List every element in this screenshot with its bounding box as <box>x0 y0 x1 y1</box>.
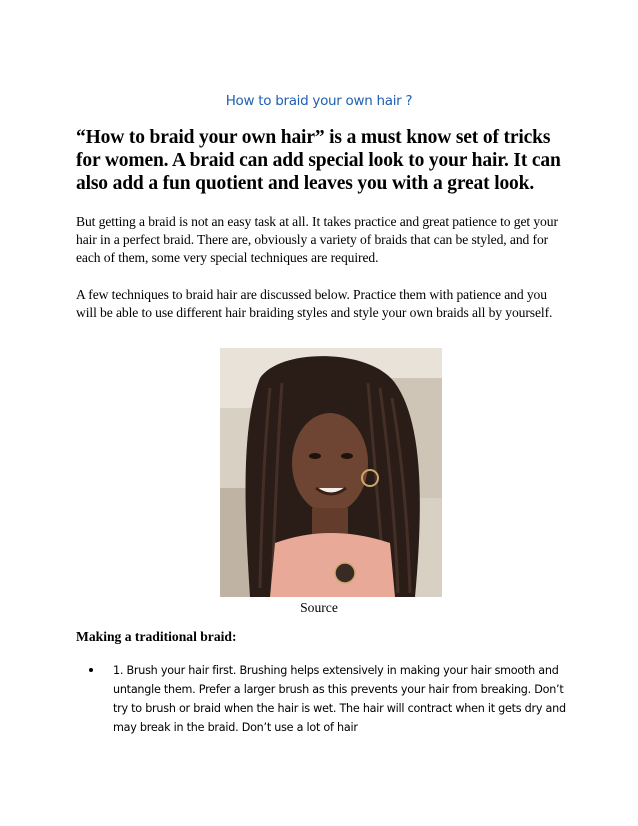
lead-paragraph: “How to braid your own hair” is a must know set of tricks for women. A braid can add special look to your hair. It can also add a fun quotient and leaves you with a great look. <box>76 127 561 194</box>
intro-paragraph: But getting a braid is not an easy task at all. It takes practice and great patience to get your hair in a perfect braid. There are, obviously a variety of braids that can be styled, and for each of them, some very special techniques are required. <box>76 214 558 265</box>
list-item-text: 1. Brush your hair first. Brushing helps extensively in making your hair smooth and untangle them. Prefer a larger brush as this prevents your hair from breaking. Don’t try to brush or braid when the hair is wet. The hair will contract when it gets dry and may break in the braid. Don’t use a lot of hair <box>113 664 566 734</box>
braided-hair-photo <box>220 348 442 597</box>
bullet-icon <box>89 668 93 672</box>
list-item <box>76 661 576 737</box>
techniques-paragraph: A few techniques to braid hair are discussed below. Practice them with patience and you will be able to use different hair braiding styles and style your own braids all by yourself. <box>76 287 553 320</box>
page-title: How to braid your own hair ? <box>225 93 413 109</box>
section-heading: Making a traditional braid: <box>76 629 237 644</box>
steps-list <box>76 661 576 737</box>
image-caption: Source <box>300 600 338 615</box>
